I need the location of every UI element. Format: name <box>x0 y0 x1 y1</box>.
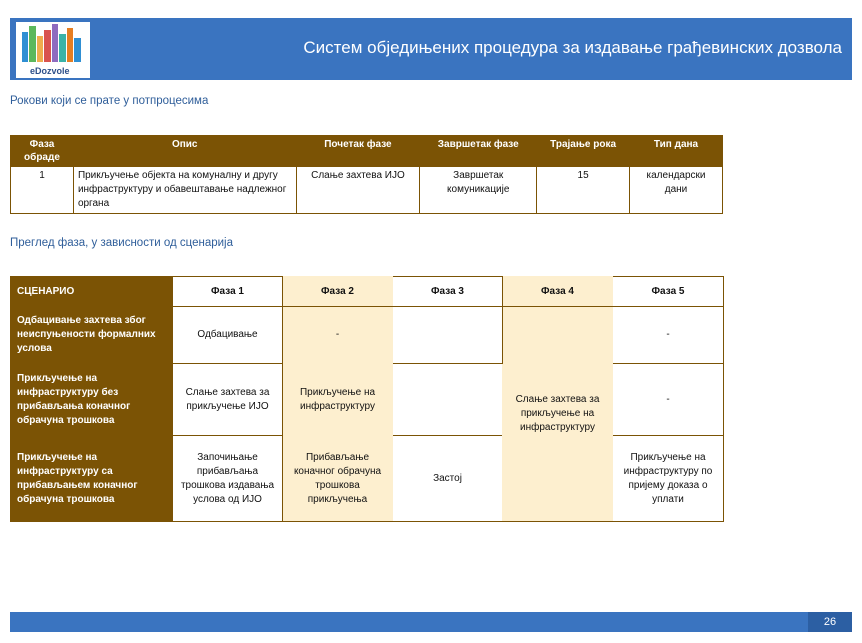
col-header-phase-2: Фаза 2 <box>283 277 393 307</box>
cell-start: Слање захтева ИЈО <box>296 167 420 214</box>
header-title: Систем обједињених процедура за издавање грађевинских дозвола <box>303 38 842 57</box>
table-row <box>11 436 724 522</box>
col-header-start: Почетак фазе <box>296 136 420 167</box>
section-title-scenarios: Преглед фаза, у зависности од сценарија <box>10 237 233 249</box>
cell-phase-2: Прибављање коначног обрачуна трошкова прикључења <box>283 436 393 522</box>
cell-phase-1: Одбацивање <box>173 307 283 364</box>
col-header-phase-3: Фаза 3 <box>393 277 503 307</box>
logo-text: eDozvole <box>30 66 70 76</box>
col-header-day-type: Тип дана <box>630 136 723 167</box>
cell-phase-5: Прикључење на инфраструктуру по пријему доказа о уплати <box>613 436 724 522</box>
cell-phase-1: Започињање прибављања трошкова издавања услова од ИЈО <box>173 436 283 522</box>
scenario-table <box>10 276 724 522</box>
cell-end: Завршетак комуникације <box>420 167 537 214</box>
cell-phase-3 <box>393 307 503 364</box>
scenario-label: Прикључење на инфраструктуру без прибављања коначног обрачуна трошкова <box>11 364 173 436</box>
phase-deadlines-table <box>10 135 723 214</box>
cell-duration: 15 <box>537 167 630 214</box>
cell-day-type: календарски дани <box>630 167 723 214</box>
footer-bar <box>10 612 852 632</box>
cell-phase-3 <box>393 364 503 436</box>
col-header-description: Опис <box>73 136 296 167</box>
table-header-row <box>11 277 724 307</box>
page-number: 26 <box>808 612 852 632</box>
col-header-phase-5: Фаза 5 <box>613 277 724 307</box>
col-header-phase: Фаза обраде <box>11 136 74 167</box>
col-header-duration: Трајање рока <box>537 136 630 167</box>
col-header-scenario: СЦЕНАРИО <box>11 277 173 307</box>
table-row <box>11 307 724 364</box>
table-row <box>11 167 723 214</box>
col-header-end: Завршетак фазе <box>420 136 537 167</box>
cell-phase-5: - <box>613 364 724 436</box>
col-header-phase-4: Фаза 4 <box>503 277 613 307</box>
table-header-row <box>11 136 723 167</box>
header-bar <box>10 18 852 80</box>
cell-description: Прикључење објекта на комуналну и другу инфраструктуру и обавештавање надлежног органа <box>73 167 296 214</box>
cell-phase-1: Слање захтева за прикључење ИЈО <box>173 364 283 436</box>
scenario-label: Прикључење на инфраструктуру са прибављањем коначног обрачуна трошкова <box>11 436 173 522</box>
cell-phase-2: - <box>283 307 393 364</box>
table-row <box>11 364 724 436</box>
edozvole-logo <box>16 22 90 78</box>
cell-phase-4-merged: Слање захтева за прикључење на инфраструктуру <box>503 307 613 522</box>
col-header-phase-1: Фаза 1 <box>173 277 283 307</box>
scenario-label: Одбацивање захтева због неиспуњености формалних услова <box>11 307 173 364</box>
cell-phase: 1 <box>11 167 74 214</box>
section-title-deadlines: Рокови који се прате у потпроцесима <box>10 95 209 107</box>
cell-phase-3: Застој <box>393 436 503 522</box>
cell-phase-5: - <box>613 307 724 364</box>
cell-phase-2: Прикључење на инфраструктуру <box>283 364 393 436</box>
